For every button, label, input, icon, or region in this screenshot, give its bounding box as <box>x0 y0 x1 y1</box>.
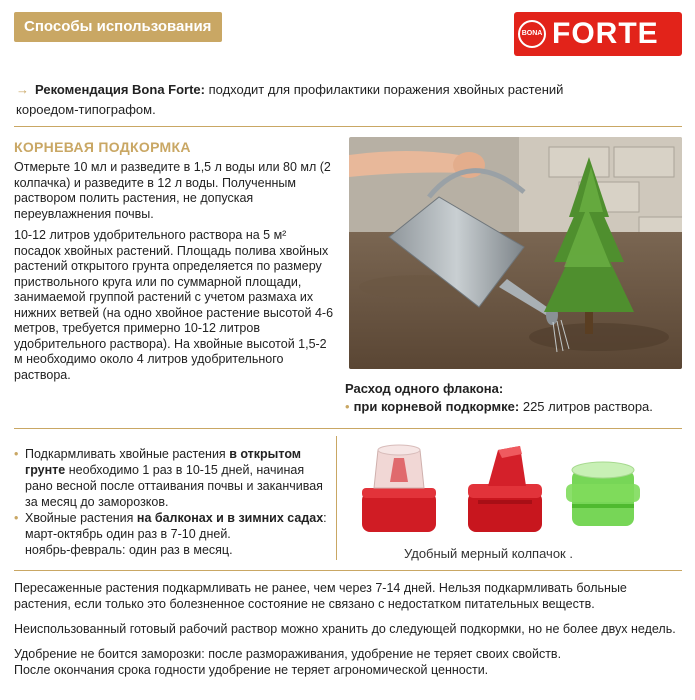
notes <box>14 580 684 687</box>
brand-logo <box>514 12 682 56</box>
cap-clear-top-icon <box>362 445 436 532</box>
note-storage: Неиспользованный готовый рабочий раствор можно хранить до следующей подкормки, но не более двух недель. <box>14 622 676 636</box>
consumption-title: Расход одного флакона: <box>345 381 504 396</box>
feeding-item-text: : март-октябрь один раз в 7-10 дней. <box>25 511 327 541</box>
vertical-divider <box>336 436 337 560</box>
root-feeding-title: КОРНЕВАЯ ПОДКОРМКА <box>14 139 191 155</box>
feeding-item-winter <box>14 542 334 558</box>
caps-caption: Удобный мерный колпачок . <box>404 546 573 561</box>
section-header-title: Способы использования <box>24 18 212 35</box>
root-feeding-body <box>14 160 334 389</box>
recommendation-text: подходит для профилактики поражения хвойных растений короедом-типографом. <box>16 82 564 117</box>
divider <box>14 428 682 429</box>
recommendation <box>16 80 616 120</box>
section-header-tab <box>14 12 222 42</box>
arrow-right-icon: → <box>16 82 29 97</box>
feeding-item-text: необходимо 1 раз в 10-15 дней, начиная рано весной после оттаивания почвы и заканчивая за месяц до заморозков. <box>25 463 323 509</box>
divider <box>14 570 682 571</box>
measuring-caps-illustration <box>350 440 682 540</box>
note-transplanted: Пересаженные растения подкармливать не ранее, чем через 7-14 дней. Нельзя подкармливать больные растения, если только это болезненное состояние не связано с недостатком питательных веществ. <box>14 581 627 611</box>
logo-badge: BONA <box>518 20 546 48</box>
note-frost-line1: Удобрение не боится заморозки: после размораживания, удобрение не теряет своих свойств. <box>14 647 562 661</box>
consumption-item <box>345 398 685 416</box>
watering-photo <box>349 137 682 369</box>
feeding-item-text: ноябрь-февраль: один раз в месяц. <box>25 543 233 557</box>
bullet-icon: • <box>14 511 19 525</box>
feeding-item-bold: на балконах и в зимних садах <box>136 511 324 525</box>
cap-green-icon <box>566 462 640 526</box>
consumption-item-value: 225 литров раствора. <box>519 399 653 414</box>
root-feeding-paragraph-2: 10-12 литров удобрительного раствора на 5 м² посадок хвойных растений. Площадь полива хвойных растений открытого грунта определяется по размеру приствольного круга или по суммарной площади, занимаемой группой растений с учетом размаха их нижних ветвей (на одно хвойное растение высотой 4-6 метров, требуется примерно 10-12 литров удобрительного раствора). На хвойные высотой 1,5-2 м необходимо около 4 литров удобрительного раствора. <box>14 228 334 382</box>
consumption-block <box>345 380 685 416</box>
watering-can-illustration <box>349 137 682 369</box>
root-feeding-paragraph-1: Отмерьте 10 мл и разведите в 1,5 л воды или 80 мл (2 колпачка) и разведите в 12 л воды. Полученным раствором полить растения, не допуская переувлажнения почвы. <box>14 160 331 221</box>
bullet-icon: • <box>14 447 19 461</box>
feeding-item-text: Подкармливать хвойные растения <box>25 447 230 461</box>
consumption-item-label: при корневой подкормке: <box>353 399 520 414</box>
cap-nozzle-icon <box>468 446 542 532</box>
measuring-caps <box>350 440 682 540</box>
feeding-item-text: Хвойные растения <box>25 511 137 525</box>
note-frost-line2: После окончания срока годности удобрение не теряет агрономической ценности. <box>14 663 489 677</box>
feeding-schedule <box>14 446 334 558</box>
note-frost <box>14 646 684 678</box>
logo-wordmark: FORTE <box>552 17 659 50</box>
recommendation-lead: Рекомендация Bona Forte: <box>35 82 205 97</box>
bullet-icon: • <box>345 399 350 414</box>
feeding-item-bold: в открытом грунте <box>25 447 302 477</box>
divider <box>14 126 682 127</box>
feeding-item-balcony <box>14 510 334 542</box>
feeding-item-open-ground <box>14 446 334 510</box>
